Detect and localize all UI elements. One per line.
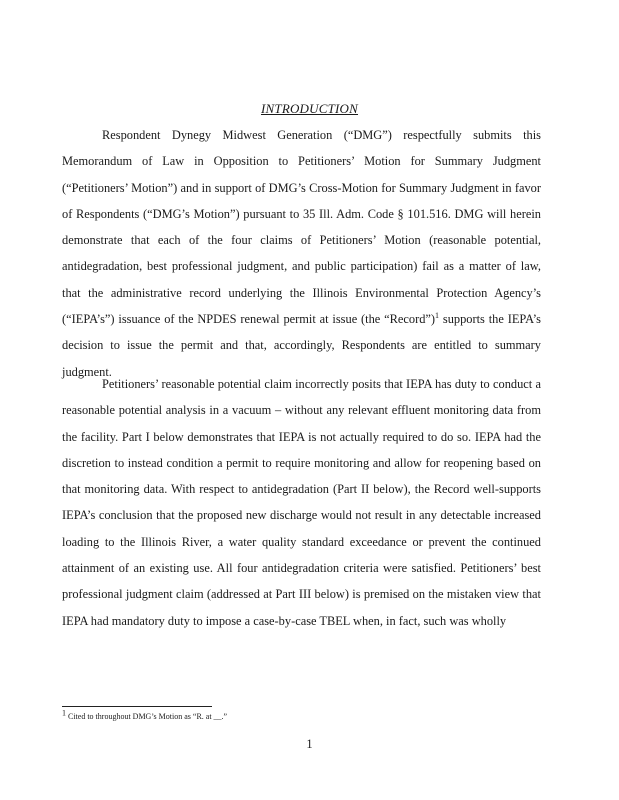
footnote-text: Cited to throughout DMG’s Motion as “R. at __.” xyxy=(68,712,228,721)
paragraph-1 xyxy=(62,122,541,385)
footnote-marker: 1 xyxy=(62,708,66,718)
footnote xyxy=(62,708,362,722)
section-heading: INTRODUCTION xyxy=(260,101,359,116)
paragraph-text: Petitioners’ reasonable potential claim incorrectly posits that IEPA has duty to conduct a reasonable potential analysis in a vacuum – without any relevant effluent monitoring data from the facility. Part I below demonstrates that IEPA is not actually required to do so. IEPA had the discretion to instead condition a permit to require monitoring and allow for reopening based on that monitoring data. With respect to antidegradation (Part II below), the Record well-supports IEPA’s conclusion that the proposed new discharge would not result in any detectable increased loading to the Illinois River, a water quality standard exceedance or prevent the continued attainment of an existing use. All four antidegradation criteria were satisfied. Petitioners’ best professional judgment claim (addressed at Part III below) is premised on the mistaken view that IEPA had mandatory duty to impose a case-by-case TBEL when, in fact, such was wholly xyxy=(62,377,541,628)
page-number: 1 xyxy=(306,737,313,751)
footnote-divider xyxy=(62,706,212,707)
paragraph-text-start: Respondent Dynegy Midwest Generation (“DMG”) respectfully submits this Memorandum of Law in Opposition to Petitioners’ Motion for Summary Judgment (“Petitioners’ Motion”) and in support of DMG’s Cross-Motion for Summary Judgment in favor of Respondents (“DMG’s Motion”) pursuant to 35 Ill. Adm. Code § 101.516. DMG will herein demonstrate that each of the four claims of Petitioners’ Motion (reasonable potential, antidegradation, best professional judgment, and public participation) fail as a matter of law, that the administrative record underlying the Illinois Environmental Protection Agency’s (“IEPA’s”) issuance of the NPDES renewal permit at issue (the “Record”) xyxy=(62,128,541,327)
footnote-reference: 1 xyxy=(435,310,440,320)
paragraph-text xyxy=(62,122,541,385)
paragraph-text-end: supports the IEPA’s decision to issue the permit and that, accordingly, Respondents are entitled to summary judgment. xyxy=(62,312,541,379)
paragraph-2 xyxy=(62,371,541,634)
